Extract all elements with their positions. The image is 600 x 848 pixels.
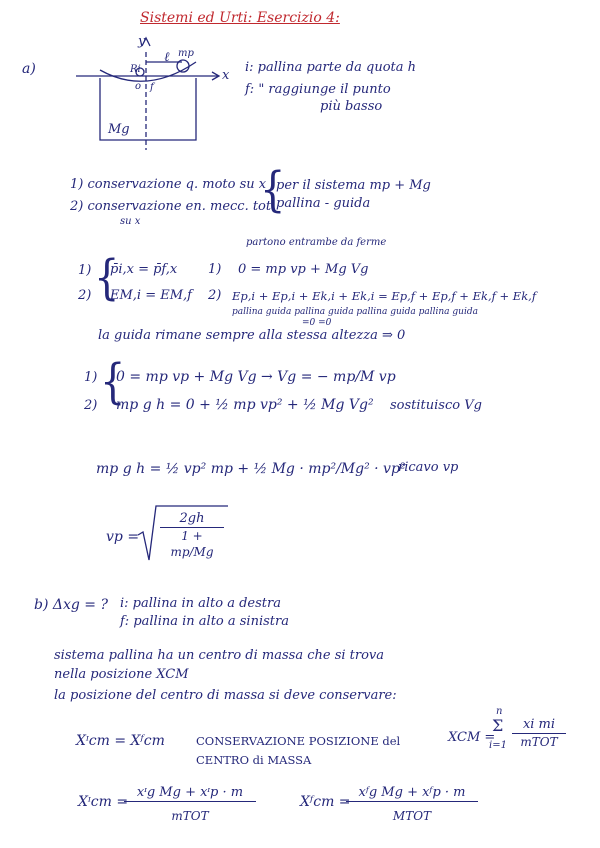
eq6-left-lhs: Xᶦcm = — [78, 794, 129, 810]
conservation-line1: 1) conservazione q. moto su x — [70, 177, 267, 192]
eq1-note: partono entrambe da ferme — [246, 237, 387, 248]
eq6-right-num: xᶠg Mg + xᶠp · m — [346, 784, 478, 802]
conservation-right1: per il sistema mp + Mg — [276, 178, 431, 193]
ri-label: Ri — [130, 64, 141, 75]
eq5-sum-top: n — [496, 706, 503, 717]
eq1-r2-tag: 2) — [208, 288, 222, 303]
eq1-sub-zero: =0 =0 — [302, 318, 332, 328]
eq1-r1-right: 0 = mp vp + Mg Vg — [238, 262, 369, 277]
legend-f1: f: " raggiunge il punto — [245, 82, 391, 97]
eq6-left-num: xᶦg Mg + xᶦp · m — [124, 784, 256, 802]
eq6-right-lhs: Xᶠcm = — [300, 794, 351, 810]
page-title: Sistemi ed Urti: Esercizio 4: — [140, 10, 340, 26]
brace-eq2: { — [100, 354, 126, 410]
conservation-right2: pallina - guida — [276, 196, 371, 211]
eq1-r2-num: 2) — [78, 288, 92, 303]
eq2-r1: 0 = mp vp + Mg Vg → Vg = − mp/M vp — [116, 369, 396, 385]
eq5-xcm-lhs: XCM = — [448, 730, 496, 745]
part-b-f: f: pallina in alto a sinistra — [120, 614, 289, 629]
eq1-r1-left: p̄i,x = p̄f,x — [110, 262, 178, 277]
part-b-label: b) Δxg = ? — [34, 597, 108, 613]
eq5-lhs: Xᶦcm = Xᶠcm — [76, 733, 165, 749]
brace-eq1: { — [94, 250, 120, 306]
eq5-sum-num: xi mi — [512, 716, 566, 734]
eq2-r2-num: 2) — [84, 398, 98, 413]
para-line1: sistema pallina ha un centro di massa che si trova — [54, 648, 385, 663]
para-line3: la posizione del centro di massa si deve conservare: — [54, 688, 397, 703]
eq2-r2: mp g h = 0 + ½ mp vp² + ½ Mg Vg² — [116, 397, 374, 413]
para-line2: nella posizione XCM — [54, 667, 189, 682]
y-axis-label: y — [138, 34, 146, 49]
mg-label: Mg — [108, 122, 130, 137]
o-label: o — [135, 81, 142, 92]
mp-label: mp — [178, 48, 194, 59]
part-b-i: i: pallina in alto a destra — [120, 596, 281, 611]
eq4-fraction — [160, 510, 224, 560]
eq3-note: ricavo vp — [398, 460, 459, 475]
eq1-r1-num: 1) — [78, 263, 92, 278]
conservation-line2b: su x — [120, 216, 141, 227]
eq4-num: 2gh — [160, 510, 224, 528]
eq1-note2: la guida rimane sempre alla stessa altezza ⇒ 0 — [98, 328, 406, 343]
eq6-left-den: mTOT — [171, 809, 209, 823]
conservation-line2: 2) conservazione en. mecc. tot. — [70, 199, 276, 214]
eq5-text1: CONSERVAZIONE POSIZIONE del — [196, 734, 401, 748]
eq5-sum-sym: Σ — [492, 716, 504, 735]
part-a-label: a) — [22, 61, 36, 77]
legend-f2: più basso — [320, 99, 383, 114]
eq6-right-fraction — [346, 784, 478, 824]
brace-conservation: { — [260, 162, 286, 218]
eq4-den: 1 + mp/Mg — [170, 529, 214, 559]
eq1-r2-right: Ep,i + Ep,i + Ek,i + Ek,i = Ep,f + Ep,f + Ek,f + Ek,f — [232, 289, 537, 303]
eq5-sum-bot: i=1 — [489, 740, 507, 751]
f-label: f — [150, 82, 154, 93]
eq1-sub-labels: pallina guida pallina guida pallina guida pallina guida — [232, 307, 478, 317]
eq5-sum-den: mTOT — [520, 735, 558, 749]
eq1-r2-left: EM,i = EM,f — [110, 288, 192, 303]
legend-i: i: pallina parte da quota h — [245, 60, 417, 75]
eq2-r1-num: 1) — [84, 370, 98, 385]
eq2-r2-note: sostituisco Vg — [390, 398, 482, 413]
eq6-left-fraction — [124, 784, 256, 824]
eq5-fraction — [512, 716, 566, 750]
eq3: mp g h = ½ vp² mp + ½ Mg · mp²/Mg² · vp² — [96, 461, 406, 477]
x-axis-label: x — [222, 68, 230, 83]
eq4-lhs: vp = — [106, 529, 140, 545]
eq6-right-den: MTOT — [392, 809, 432, 823]
l-label: ℓ — [164, 50, 170, 65]
eq1-r1-tag: 1) — [208, 262, 222, 277]
eq5-text2: CENTRO di MASSA — [196, 753, 312, 767]
